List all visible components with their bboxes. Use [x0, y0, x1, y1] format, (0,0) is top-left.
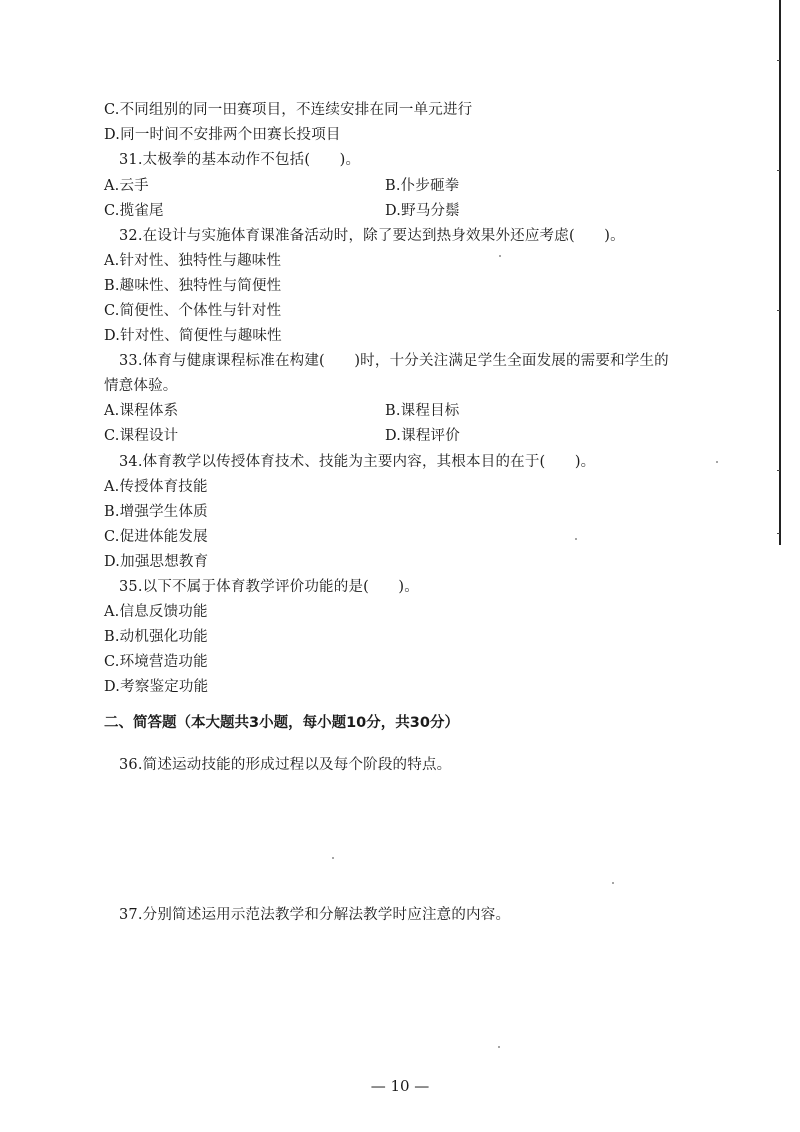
binding-edge-line: [779, 0, 781, 545]
option-b-q34: B.增强学生体质: [104, 504, 208, 520]
question-37: 37.分别简述运用示范法教学和分解法教学时应注意的内容。: [119, 907, 511, 923]
binding-edge-tick: [777, 470, 780, 471]
binding-edge-tick: [777, 60, 780, 61]
option-d-q30: D.同一时间不安排两个田赛长投项目: [104, 127, 341, 143]
option-c-q31: C.揽雀尾: [104, 203, 164, 219]
binding-edge-tick: [777, 533, 780, 534]
question-32: 32.在设计与实施体育课准备活动时，除了要达到热身效果外还应考虑( )。: [119, 228, 625, 244]
scan-speck: [575, 538, 577, 540]
option-b-q31: B.仆步砸拳: [385, 178, 460, 194]
binding-edge-tick: [777, 170, 780, 171]
option-c-q30: C.不同组别的同一田赛项目，不连续安排在同一单元进行: [104, 102, 473, 118]
option-a-q32: A.针对性、独特性与趣味性: [104, 253, 282, 269]
question-33-continued: 情意体验。: [104, 378, 178, 394]
option-d-q35: D.考察鉴定功能: [104, 679, 209, 695]
option-d-q34: D.加强思想教育: [104, 554, 209, 570]
option-b-q32: B.趣味性、独特性与简便性: [104, 278, 282, 294]
scan-speck: [498, 1046, 500, 1048]
page-number: — 10 —: [370, 1077, 430, 1095]
question-34: 34.体育教学以传授体育技术、技能为主要内容，其根本目的在于( )。: [119, 454, 596, 470]
scan-speck: [612, 882, 614, 884]
option-c-q32: C.简便性、个体性与针对性: [104, 303, 282, 319]
question-33: 33.体育与健康课程标准在构建( )时，十分关注满足学生全面发展的需要和学生的: [119, 353, 669, 369]
scan-speck: [499, 255, 501, 257]
scan-speck: [332, 857, 334, 859]
option-c-q34: C.促进体能发展: [104, 529, 208, 545]
option-d-q32: D.针对性、简便性与趣味性: [104, 328, 282, 344]
option-a-q34: A.传授体育技能: [104, 479, 208, 495]
scan-speck: [716, 461, 718, 463]
option-b-q33: B.课程目标: [385, 403, 460, 419]
option-a-q35: A.信息反馈功能: [104, 604, 208, 620]
question-36: 36.简述运动技能的形成过程以及每个阶段的特点。: [119, 757, 452, 773]
option-a-q33: A.课程体系: [104, 403, 179, 419]
option-d-q33: D.课程评价: [385, 428, 460, 444]
question-31: 31.太极拳的基本动作不包括( )。: [119, 152, 361, 168]
option-d-q31: D.野马分鬃: [385, 203, 460, 219]
option-b-q35: B.动机强化功能: [104, 629, 208, 645]
binding-edge-tick: [777, 310, 780, 311]
option-c-q33: C.课程设计: [104, 428, 179, 444]
section-title-short-answer: 二、简答题（本大题共3小题，每小题10分，共30分）: [104, 715, 459, 731]
option-c-q35: C.环境营造功能: [104, 654, 208, 670]
question-35: 35.以下不属于体育教学评价功能的是( )。: [119, 579, 419, 595]
option-a-q31: A.云手: [104, 178, 149, 194]
